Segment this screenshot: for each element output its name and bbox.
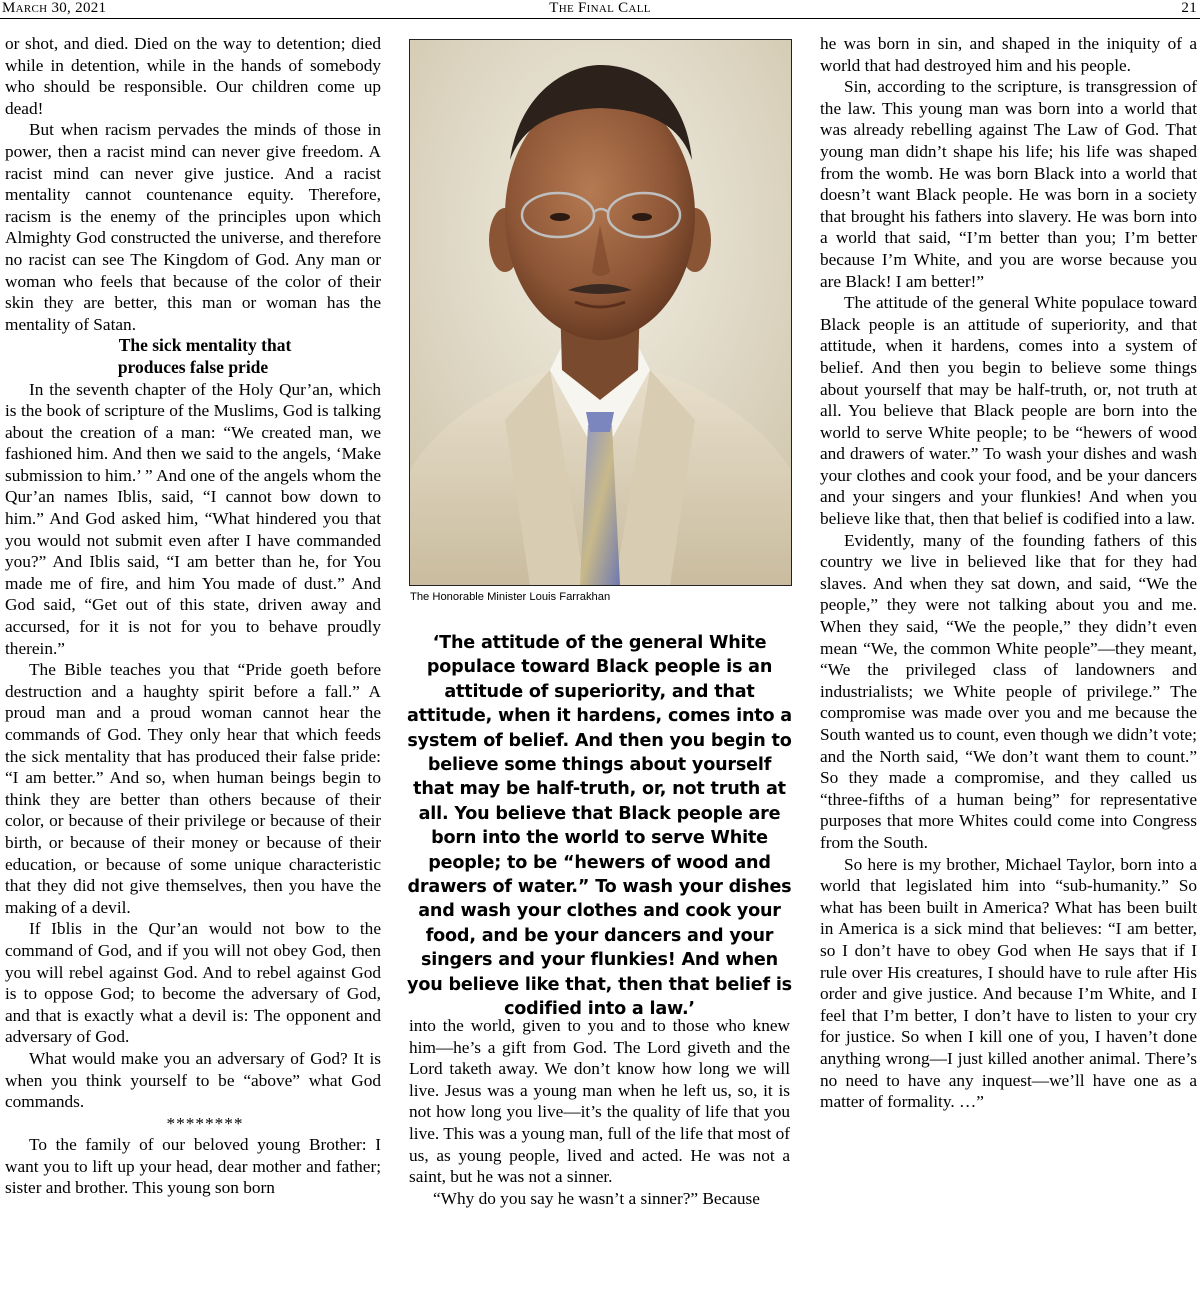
article-column-2 [409,1015,790,1209]
article-column-1 [5,33,381,1199]
article-column-3 [820,33,1197,1113]
paragraph: What would make you an adversary of God? It is when you think yourself to be “above” what God commands. [5,1048,381,1112]
paragraph: The attitude of the general White populace toward Black people is an attitude of superiority, and that attitude, when it hardens, comes into a system of belief. And then you begin to believe some things about yourself that may be half-truth, or, not truth at all. You believe that Black people are born into the world to serve White people; to be “hewers of wood and drawers of water.” To wash your dishes and wash your clothes and cook your food, and be your dancers and your singers and your flunkies! And when you believe like that, then that belief is codified into a law. [820,293,1197,529]
page-number: 21 [1181,0,1197,16]
paragraph: he was born in sin, and shaped in the iniquity of a world that had destroyed him and his people. [820,34,1197,75]
paragraph: But when racism pervades the minds of those in power, then a racist mind can never give freedom. A racist mind can never give justice. And a racist mentality cannot countenance equity. Therefore, racism is the enemy of the principles upon which Almighty God constructed the universe, and therefore no racist can see The Kingdom of God. Any man or woman who feels that because of the color of their skin they are better, this man or woman has the mentality of Satan. [5,120,381,334]
paragraph: Sin, according to the scripture, is transgression of the law. This young man was born into a world that was already rebelling against The Law of God. That young man didn’t shape his life; his life was shaped from the womb. He was born Black into a world that doesn’t want Black people. He was born in a society that brought his fathers into slavery. He was born into a world that said, “I’m better than you; I’m better because I’m White, and you are worse because you are Black! I am better!” [820,77,1197,291]
publication-name: The Final Call [549,0,651,16]
photo-caption: The Honorable Minister Louis Farrakhan [410,591,611,603]
section-separator: ******** [166,1113,244,1133]
portrait-illustration [410,40,791,585]
pull-quote: ‘The attitude of the general White populace toward Black people is an attitude of superiority, and that attitude, when it hardens, comes into a system of belief. And then you begin to believe some things about yourself that may be half-truth, or, not truth at all. You believe that Black people are born into the world to serve White people; to be “hewers of wood and drawers of water.” To wash your dishes and wash your clothes and cook your food, and be your dancers and your singers and your flunkies! And when you believe like that, then that belief is codified into a law.’ [407,633,792,1020]
paragraph: In the seventh chapter of the Holy Qur’an, which is the book of scripture of the Muslims, God is talking about the creation of a man: “We created man, we fashioned him. And then we said to the angels, ‘Make submission to him.’ ” And one of the angels whom the Qur’an names Iblis, said, “I cannot bow down to him.” And God asked him, “What hindered you that you would not submit even after I have commanded you?” And Iblis said, “I am better than he, for You made me of fire, and him You made of dust.” And God said, “Get out of this state, driven away and accursed, for it is not for you to behave proudly therein.” [5,379,381,658]
paragraph: into the world, given to you and to those who knew him—he’s a gift from God. The Lord giveth and the Lord taketh away. We don’t know how long we will live. Jesus was a young man when he left us, so, it is not how long you live—it’s the quality of life that you live. This was a young man, full of the life that most of us, as young people, lived and acted. He was not a saint, but he was not a sinner. [409,1016,790,1187]
subhead-line: The sick mentality that [118,335,292,356]
section-subhead [5,335,381,378]
paragraph: If Iblis in the Qur’an would not bow to the command of God, and if you will not obey God, then you will rebel against God. And to rebel against God is to oppose God; to become the adversary of God, and that is exactly what a devil is: The opponent and adversary of God. [5,919,381,1047]
paragraph: So here is my brother, Michael Taylor, born into a world that legislated him into “sub-humanity.” So what has been built in America? What has been built in America is a sick mind that believes: “I am better, so I don’t have to obey God when He says that if I rule over His creatures, I should have to rule after His order and give justice. And because I’m White, and I feel that I’m better, I don’t have to listen to your cry for justice. So when I kill one of you, I haven’t done anything wrong—I just killed another animal. There’s no need to have any inquest—we’ll have one as a matter of formality. …” [820,854,1197,1112]
paragraph: or shot, and died. Died on the way to detention; died while in detention, while in the hands of somebody who should be responsible. Our children come up dead! [5,34,381,118]
subhead-line: produces false pride [117,356,269,377]
issue-date: March 30, 2021 [2,0,107,16]
page-header [0,0,1200,19]
paragraph: The Bible teaches you that “Pride goeth before destruction and a haughty spirit before a fall.” A proud man and a proud woman cannot hear the commands of God. They only hear that which feeds the sick mentality that has produced their false pride: “I am better.” And so, when human beings begin to think they are better than others because of their color, or because of their privilege or because of their birth, or because of their money or because of their education, or because of some unique characteristic that they did not give themselves, then you have the making of a devil. [5,660,381,917]
paragraph: Evidently, many of the founding fathers of this country we live in believed like that for they had slaves. And when they sat down, and said, “We the people,” they were not talking about you and me. When they said, “We the people,” they didn’t even mean “We, the common White people”—they meant, “We the privileged class of landowners and industrialists; we White people of privilege.” The compromise was made over you and me because the South wanted us to count, even though we didn’t vote; and the North said, “We don’t want them to count.” So they made a compromise, and they called us “three-fifths of a human being” for representative purposes that more Whites could come into Congress from the South. [820,530,1197,852]
portrait-photo [409,39,792,586]
paragraph: “Why do you say he wasn’t a sinner?” Because [433,1188,760,1208]
paragraph: To the family of our beloved young Brother: I want you to lift up your head, dear mother and father; sister and brother. This young son born [5,1135,381,1198]
